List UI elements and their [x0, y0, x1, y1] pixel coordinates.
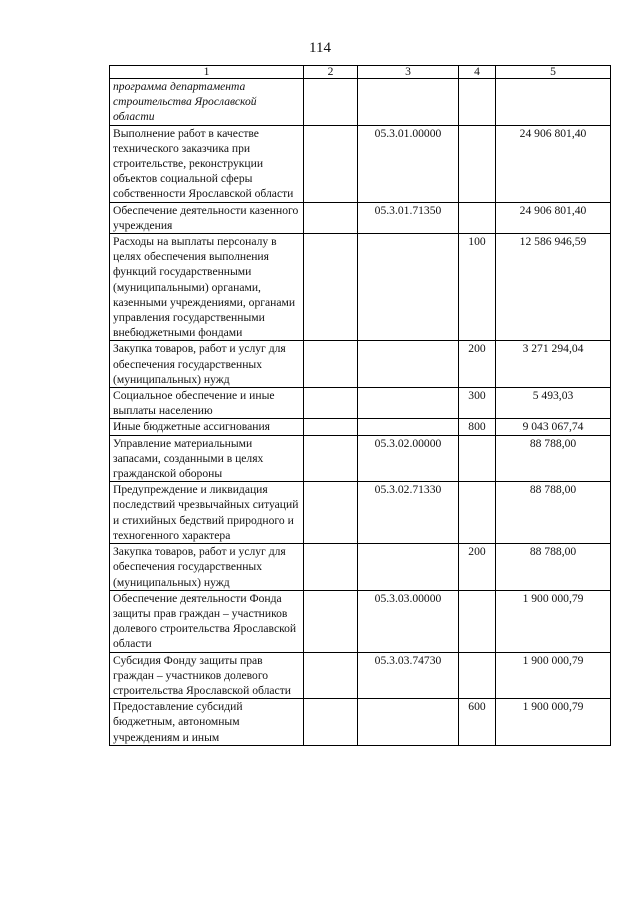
row-expense-type-cell: 800	[459, 419, 496, 435]
table-row	[110, 435, 611, 482]
row-expense-type-cell: 200	[459, 544, 496, 591]
row-name-cell: Расходы на выплаты персоналу в целях обеспечения выполнения функций государственными (муниципальными) органами, казенными учреждениями, органами управления государственными внебюджетными фондами	[110, 234, 304, 341]
row-section-cell	[304, 79, 358, 126]
column-header-3: 3	[358, 66, 459, 79]
row-target-article-cell: 05.3.03.74730	[358, 652, 459, 699]
row-amount-cell: 88 788,00	[496, 544, 611, 591]
row-amount-cell: 24 906 801,40	[496, 125, 611, 202]
table-row	[110, 699, 611, 746]
row-name-cell: Обеспечение деятельности казенного учреждения	[110, 202, 304, 233]
row-name-cell: Предупреждение и ликвидация последствий чрезвычайных ситуаций и стихийных бедствий природного и техногенного характера	[110, 482, 304, 544]
table-row	[110, 79, 611, 126]
row-name-cell: Выполнение работ в качестве технического заказчика при строительстве, реконструкции объектов социальной сферы собственности Ярославской области	[110, 125, 304, 202]
row-amount-cell: 88 788,00	[496, 435, 611, 482]
table-row	[110, 341, 611, 388]
table-header-row	[110, 66, 611, 79]
page-number: 114	[309, 40, 331, 56]
row-amount-cell: 3 271 294,04	[496, 341, 611, 388]
table-row	[110, 125, 611, 202]
row-name-cell: Закупка товаров, работ и услуг для обеспечения государственных (муниципальных) нужд	[110, 544, 304, 591]
row-target-article-cell	[358, 341, 459, 388]
row-amount-cell: 1 900 000,79	[496, 699, 611, 746]
column-header-1: 1	[110, 66, 304, 79]
row-name-cell: Социальное обеспечение и иные выплаты населению	[110, 388, 304, 419]
row-target-article-cell: 05.3.02.71330	[358, 482, 459, 544]
table-row	[110, 234, 611, 341]
row-section-cell	[304, 482, 358, 544]
row-amount-cell: 9 043 067,74	[496, 419, 611, 435]
row-name-cell: Обеспечение деятельности Фонда защиты прав граждан – участников долевого строительства Ярославской области	[110, 590, 304, 652]
table-row	[110, 388, 611, 419]
row-target-article-cell: 05.3.03.00000	[358, 590, 459, 652]
row-expense-type-cell	[459, 652, 496, 699]
row-target-article-cell: 05.3.01.00000	[358, 125, 459, 202]
column-header-4: 4	[459, 66, 496, 79]
row-target-article-cell: 05.3.01.71350	[358, 202, 459, 233]
row-section-cell	[304, 234, 358, 341]
table-body	[110, 79, 611, 746]
row-section-cell	[304, 435, 358, 482]
row-section-cell	[304, 699, 358, 746]
row-expense-type-cell	[459, 125, 496, 202]
row-name-cell: программа департамента строительства Ярославской области	[110, 79, 304, 126]
column-header-2: 2	[304, 66, 358, 79]
row-section-cell	[304, 652, 358, 699]
row-section-cell	[304, 341, 358, 388]
row-amount-cell: 1 900 000,79	[496, 652, 611, 699]
row-amount-cell: 88 788,00	[496, 482, 611, 544]
row-expense-type-cell	[459, 590, 496, 652]
row-expense-type-cell	[459, 79, 496, 126]
table-row	[110, 419, 611, 435]
row-section-cell	[304, 125, 358, 202]
table-row	[110, 202, 611, 233]
row-name-cell: Предоставление субсидий бюджетным, автономным учреждениям и иным	[110, 699, 304, 746]
row-target-article-cell: 05.3.02.00000	[358, 435, 459, 482]
row-expense-type-cell	[459, 202, 496, 233]
row-target-article-cell	[358, 699, 459, 746]
row-section-cell	[304, 544, 358, 591]
row-target-article-cell	[358, 544, 459, 591]
row-amount-cell: 5 493,03	[496, 388, 611, 419]
row-target-article-cell	[358, 388, 459, 419]
table-row	[110, 652, 611, 699]
row-name-cell: Субсидия Фонду защиты прав граждан – участников долевого строительства Ярославской области	[110, 652, 304, 699]
row-section-cell	[304, 590, 358, 652]
row-name-cell: Закупка товаров, работ и услуг для обеспечения государственных (муниципальных) нужд	[110, 341, 304, 388]
budget-table	[109, 65, 611, 746]
row-expense-type-cell: 100	[459, 234, 496, 341]
table-row	[110, 544, 611, 591]
column-header-5: 5	[496, 66, 611, 79]
table-row	[110, 590, 611, 652]
row-section-cell	[304, 202, 358, 233]
row-section-cell	[304, 419, 358, 435]
row-expense-type-cell	[459, 482, 496, 544]
row-target-article-cell	[358, 79, 459, 126]
row-expense-type-cell: 300	[459, 388, 496, 419]
row-section-cell	[304, 388, 358, 419]
row-name-cell: Иные бюджетные ассигнования	[110, 419, 304, 435]
row-amount-cell: 1 900 000,79	[496, 590, 611, 652]
row-target-article-cell	[358, 419, 459, 435]
row-expense-type-cell	[459, 435, 496, 482]
row-name-cell: Управление материальными запасами, созданными в целях гражданской обороны	[110, 435, 304, 482]
row-amount-cell: 24 906 801,40	[496, 202, 611, 233]
row-target-article-cell	[358, 234, 459, 341]
row-expense-type-cell: 600	[459, 699, 496, 746]
table-row	[110, 482, 611, 544]
row-amount-cell	[496, 79, 611, 126]
row-amount-cell: 12 586 946,59	[496, 234, 611, 341]
row-expense-type-cell: 200	[459, 341, 496, 388]
